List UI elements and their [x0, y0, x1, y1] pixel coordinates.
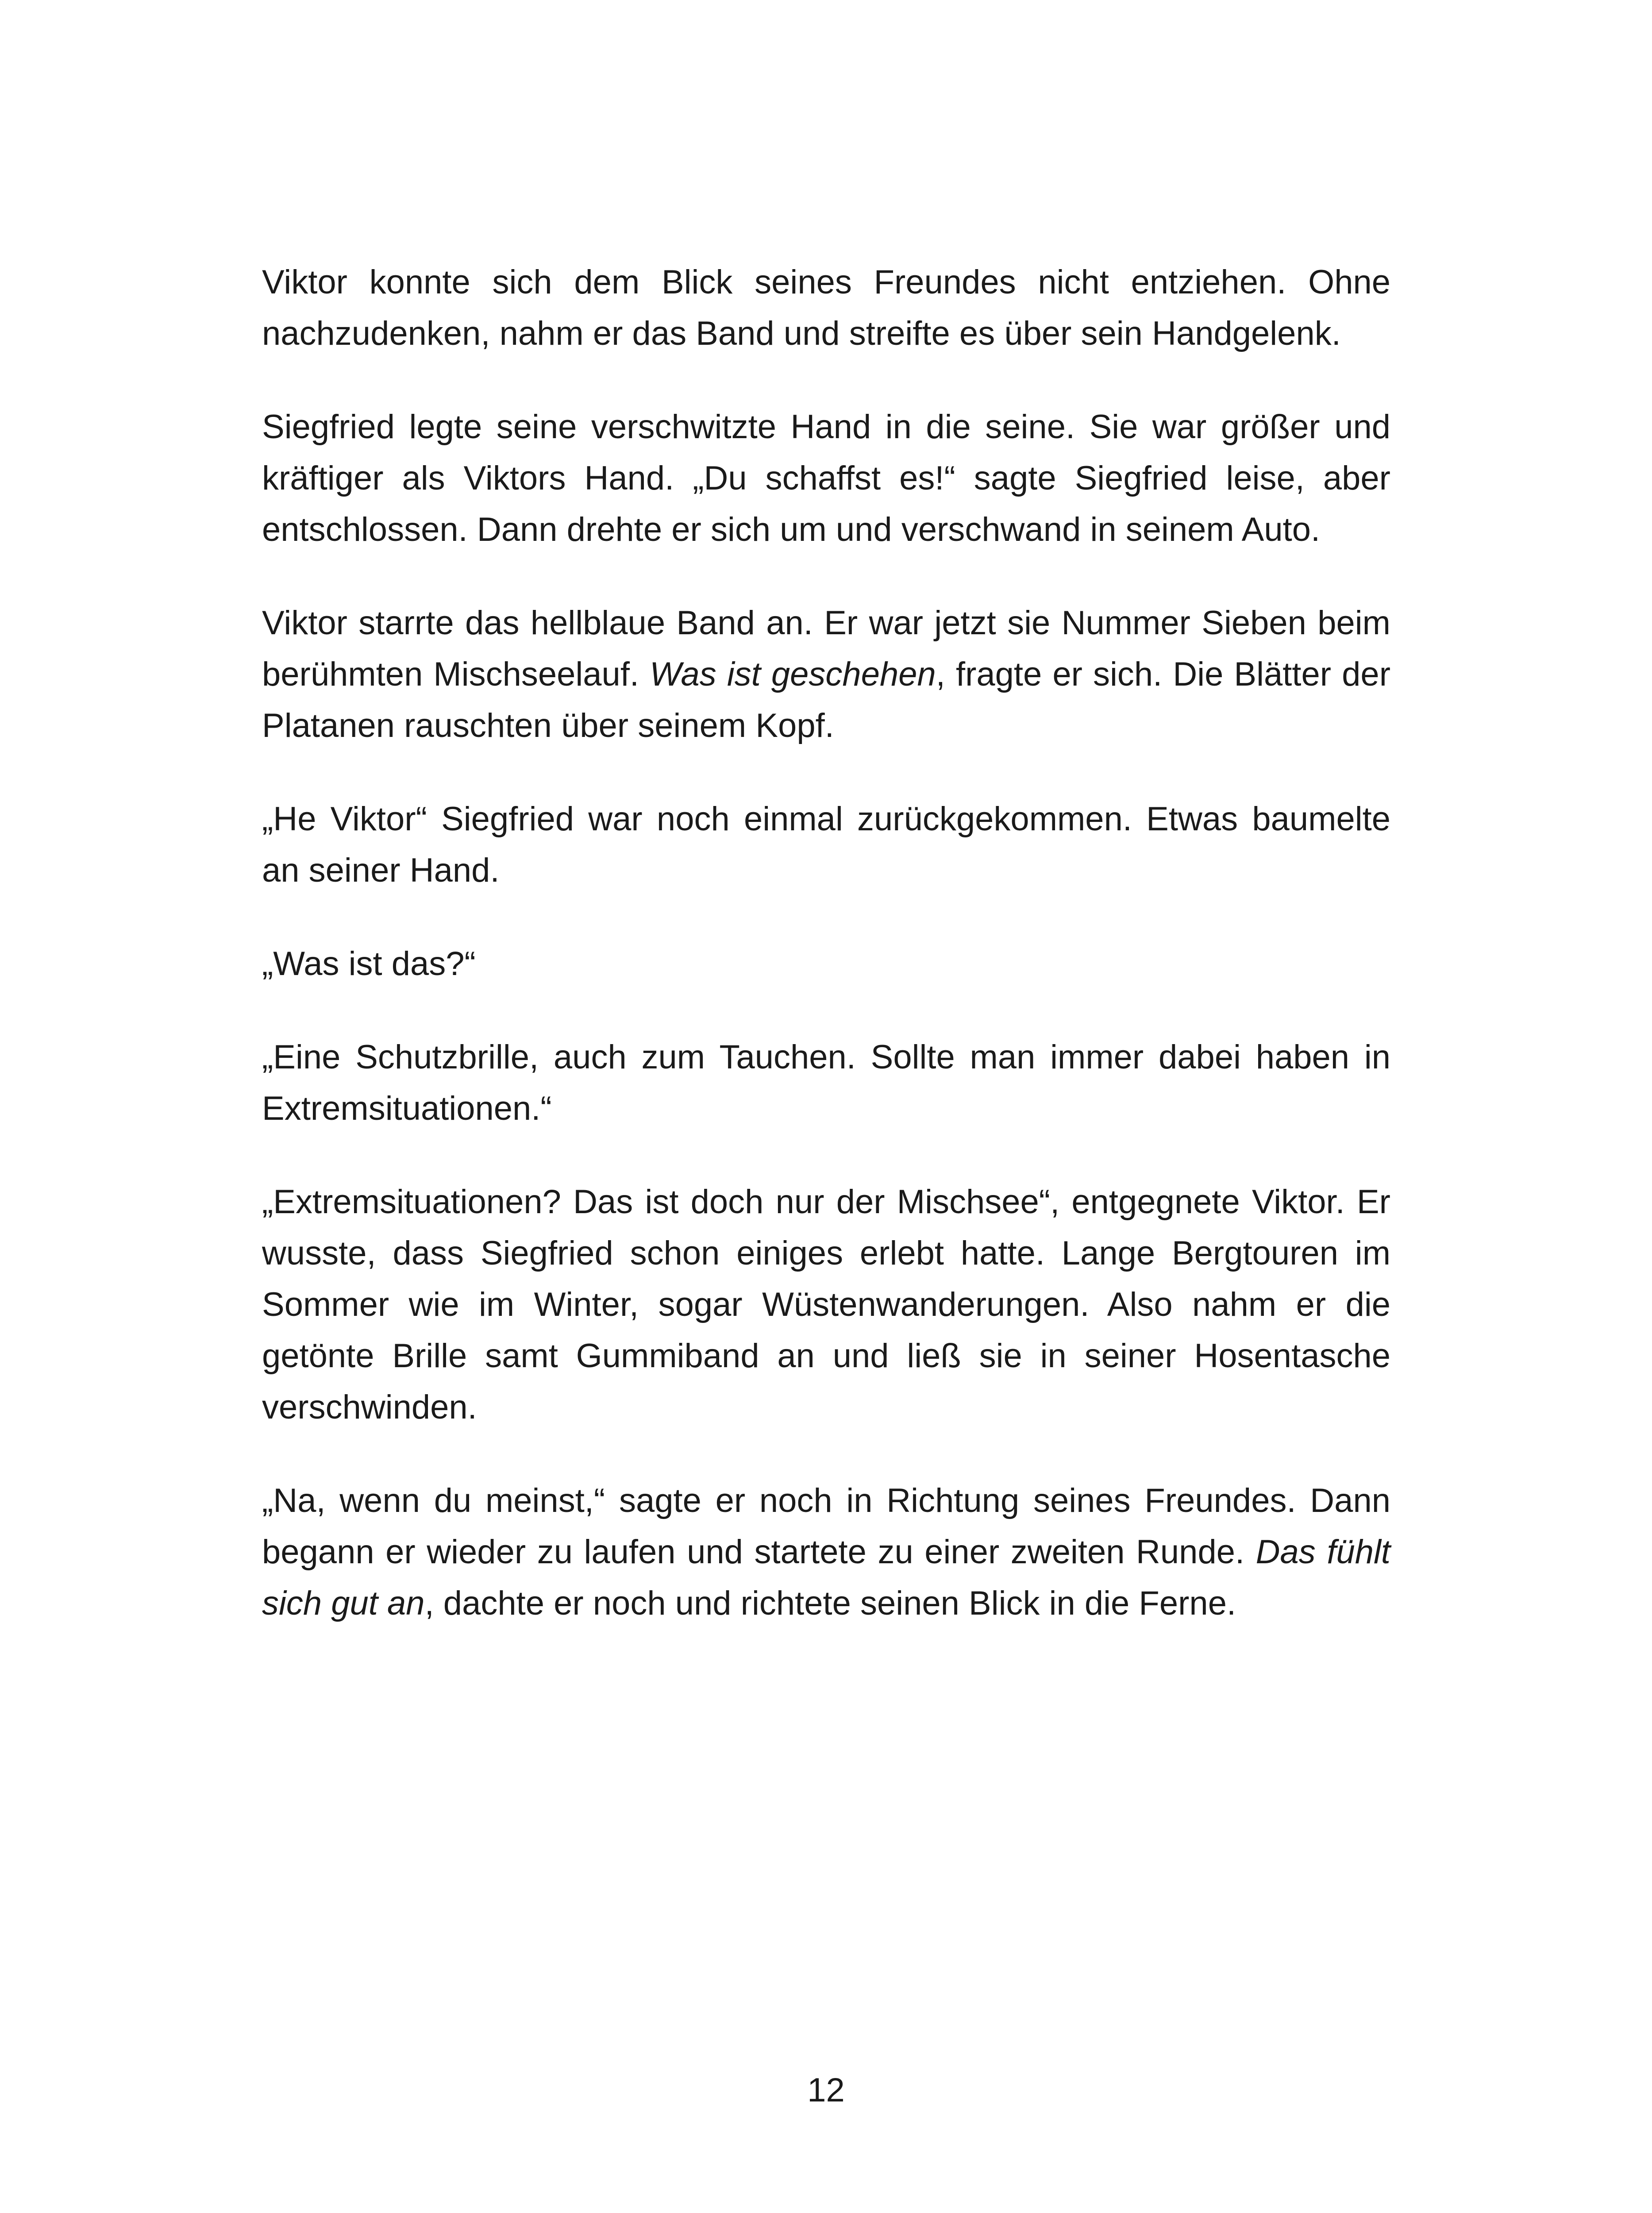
- text-run: , dachte er noch und richtete seinen Blick in die Ferne.: [424, 1585, 1236, 1622]
- italic-thought: Was ist geschehen: [650, 655, 936, 693]
- paragraph: [262, 1475, 1390, 1629]
- paragraph: [262, 1032, 1390, 1134]
- body-text: [262, 257, 1390, 1671]
- text-run: „Was ist das?“: [262, 945, 476, 983]
- paragraph: [262, 794, 1390, 896]
- text-run: Siegfried legte seine verschwitzte Hand in die seine. Sie war größer und kräftiger als Viktors Hand. „Du schaffst es!“ sagte Siegfried leise, aber entschlossen. Dann drehte er sich um und verschwand in seinem Auto.: [262, 408, 1390, 548]
- paragraph: [262, 401, 1390, 555]
- paragraph: [262, 598, 1390, 752]
- text-run: , fragte er sich. Die Blätter der Platanen rauschten über seinem Kopf.: [262, 655, 1390, 744]
- paragraph: [262, 938, 1390, 990]
- text-run: „Extremsituationen? Das ist doch nur der Mischsee“, entgegnete Viktor. Er wusste, dass Siegfried schon einiges erlebt hatte. Lange Bergtouren im Sommer wie im Winter, sogar Wüstenwanderungen. Also nahm er die getönte Brille samt Gummiband an und ließ sie in seiner Hosentasche verschwinden.: [262, 1183, 1390, 1426]
- text-run: Viktor starrte das hellblaue Band an. Er war jetzt sie Nummer Sieben beim berühmten Mischseelauf.: [262, 604, 1390, 693]
- paragraph: [262, 257, 1390, 359]
- text-run: „Na, wenn du meinst,“ sagte er noch in Richtung seines Freundes. Dann begann er wieder zu laufen und startete zu einer zweiten Runde.: [262, 1482, 1390, 1571]
- page-number: 12: [807, 2071, 845, 2109]
- paragraph: [262, 1176, 1390, 1433]
- italic-thought: Das fühlt sich gut an: [262, 1533, 1391, 1622]
- text-run: Viktor konnte sich dem Blick seines Freundes nicht entziehen. Ohne nachzudenken, nahm er das Band und streifte es über sein Handgelenk.: [262, 263, 1390, 352]
- text-run: „He Viktor“ Siegfried war noch einmal zurückgekommen. Etwas baumelte an seiner Hand.: [262, 800, 1390, 889]
- text-run: „Eine Schutzbrille, auch zum Tauchen. Sollte man immer dabei haben in Extremsituationen.“: [262, 1038, 1390, 1127]
